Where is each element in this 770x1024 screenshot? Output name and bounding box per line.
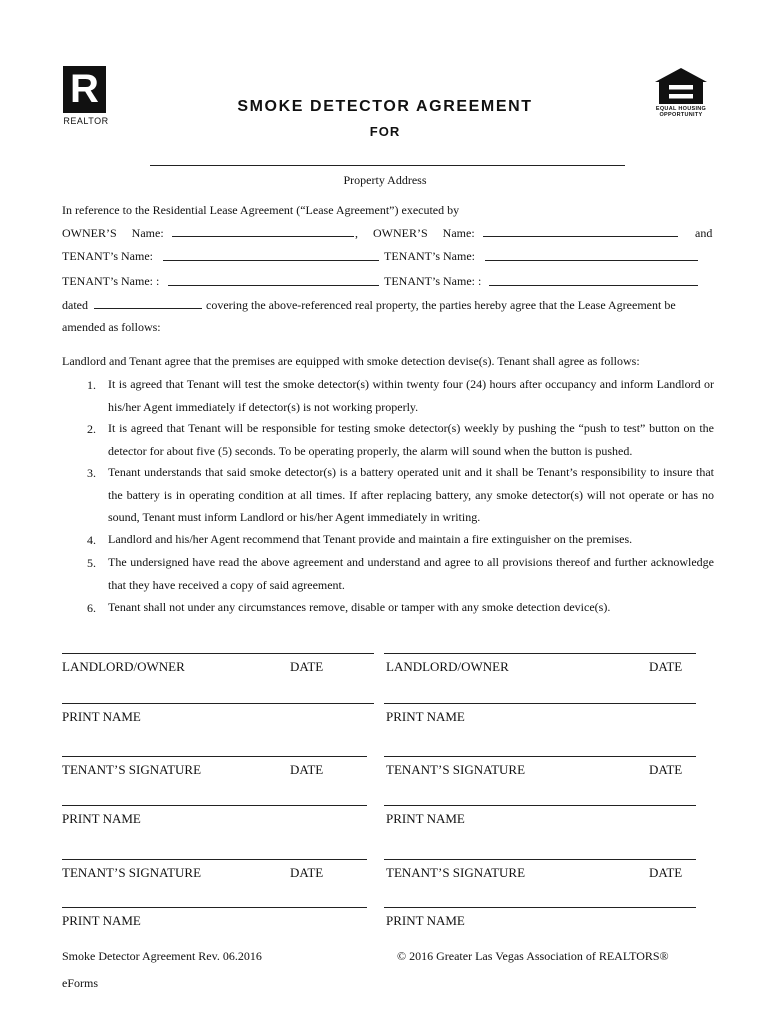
print-name-line-3[interactable] bbox=[62, 805, 367, 806]
dated-field[interactable] bbox=[94, 308, 202, 309]
tenant4-date-label: DATE bbox=[649, 865, 683, 880]
list-item: It is agreed that Tenant will test the smoke detector(s) within twenty four (24) hours after occupancy and inform Landlord or his/her Agent immediately if detector(s) is not working properly. bbox=[108, 377, 714, 414]
landlord2-label: LANDLORD/OWNER bbox=[386, 659, 509, 674]
tenant1-date-label: DATE bbox=[290, 762, 324, 777]
dated-label: dated bbox=[62, 298, 88, 312]
dated-rest: covering the above-referenced real property, the parties hereby agree that the Lease Agreement be bbox=[206, 298, 676, 312]
print-name-line-2[interactable] bbox=[384, 703, 696, 704]
list-item: Landlord and his/her Agent recommend that Tenant provide and maintain a fire extinguisher on the premises. bbox=[108, 532, 633, 546]
landlord2-date-label: DATE bbox=[649, 659, 683, 674]
realtor-logo bbox=[62, 66, 110, 128]
footer-revision: Smoke Detector Agreement Rev. 06.2016 bbox=[62, 949, 262, 963]
and-word: and bbox=[695, 226, 713, 240]
list-item: Tenant understands that said smoke detector(s) is a battery operated unit and it shall be Tenant’s responsibility to insure that the battery is in operating condition at all times. If after replacing battery, any smoke detector(s) will not operate or has no sound, Tenant must inform Landlord or his/her Agent immediately in writing. bbox=[108, 465, 714, 524]
footer-eforms: eForms bbox=[62, 976, 98, 990]
tenant4-signature-line[interactable] bbox=[384, 859, 696, 860]
tenant3-label: TENANT’s Name: : bbox=[62, 274, 160, 288]
footer-copyright: © 2016 Greater Las Vegas Association of REALTORS® bbox=[397, 949, 669, 963]
landlord1-label: LANDLORD/OWNER bbox=[62, 659, 185, 674]
tenant3-date-label: DATE bbox=[290, 865, 324, 880]
property-address-line[interactable] bbox=[150, 165, 625, 166]
item-number: 2. bbox=[87, 422, 96, 436]
tenant2-signature-label: TENANT’S SIGNATURE bbox=[386, 762, 526, 777]
print-name-label-1: PRINT NAME bbox=[62, 709, 141, 724]
tenant3-name-field[interactable] bbox=[168, 285, 379, 286]
list-item: Tenant shall not under any circumstances remove, disable or tamper with any smoke detection device(s). bbox=[108, 600, 611, 614]
tenant4-signature-label: TENANT’S SIGNATURE bbox=[386, 865, 526, 880]
tenant4-label: TENANT’s Name: : bbox=[384, 274, 482, 288]
owner2-name-field[interactable] bbox=[483, 236, 678, 237]
item-number: 3. bbox=[87, 466, 96, 480]
item-number: 5. bbox=[87, 556, 96, 570]
tenant2-name-field[interactable] bbox=[485, 260, 698, 261]
owner1-name-field[interactable] bbox=[172, 236, 354, 237]
print-name-label-4: PRINT NAME bbox=[386, 811, 465, 826]
print-name-label-6: PRINT NAME bbox=[386, 913, 465, 928]
print-name-label-5: PRINT NAME bbox=[62, 913, 141, 928]
list-item: It is agreed that Tenant will be responsible for testing smoke detector(s) weekly by pushing the “push to test” button on the detector for about five (5) seconds. To be operating properly, the alarm will sound when the button is pushed. bbox=[108, 421, 714, 458]
property-address-caption: Property Address bbox=[343, 173, 427, 187]
landlord2-signature-line[interactable] bbox=[384, 653, 696, 654]
landlord1-signature-line[interactable] bbox=[62, 653, 374, 654]
tenant1-name-field[interactable] bbox=[163, 260, 379, 261]
print-name-line-1[interactable] bbox=[62, 703, 374, 704]
terms-lead: Landlord and Tenant agree that the premises are equipped with smoke detection devise(s). Tenant shall agree as follows: bbox=[62, 354, 640, 368]
amended-line: amended as follows: bbox=[62, 320, 161, 334]
print-name-label-2: PRINT NAME bbox=[386, 709, 465, 724]
item-number: 4. bbox=[87, 533, 96, 547]
tenant4-name-field[interactable] bbox=[489, 285, 698, 286]
print-name-line-6[interactable] bbox=[384, 907, 696, 908]
reference-line: In reference to the Residential Lease Agreement (“Lease Agreement”) executed by bbox=[62, 203, 460, 217]
list-item: The undersigned have read the above agreement and understand and agree to all provisions thereof and further acknowledge that they have received a copy of said agreement. bbox=[108, 555, 714, 592]
comma: , bbox=[355, 226, 358, 240]
landlord1-date-label: DATE bbox=[290, 659, 324, 674]
print-name-line-5[interactable] bbox=[62, 907, 367, 908]
eho-caption: EQUAL HOUSING OPPORTUNITY bbox=[655, 106, 707, 118]
owner2-label: OWNER’S Name: bbox=[373, 226, 475, 240]
tenant2-label: TENANT’s Name: bbox=[384, 249, 475, 263]
tenant1-signature-label: TENANT’S SIGNATURE bbox=[62, 762, 202, 777]
print-name-line-4[interactable] bbox=[384, 805, 696, 806]
tenant3-signature-line[interactable] bbox=[62, 859, 367, 860]
realtor-wordmark: REALTOR bbox=[63, 116, 109, 126]
item-number: 1. bbox=[87, 378, 96, 392]
item-number: 6. bbox=[87, 601, 96, 615]
document-title: SMOKE DETECTOR AGREEMENT bbox=[237, 98, 533, 115]
print-name-label-3: PRINT NAME bbox=[62, 811, 141, 826]
tenant3-signature-label: TENANT’S SIGNATURE bbox=[62, 865, 202, 880]
realtor-letter: R bbox=[70, 67, 99, 111]
document-subtitle: FOR bbox=[369, 124, 401, 139]
tenant2-date-label: DATE bbox=[649, 762, 683, 777]
tenant1-signature-line[interactable] bbox=[62, 756, 367, 757]
tenant2-signature-line[interactable] bbox=[384, 756, 696, 757]
tenant1-label: TENANT’s Name: bbox=[62, 249, 153, 263]
owner1-label: OWNER’S Name: bbox=[62, 226, 164, 240]
